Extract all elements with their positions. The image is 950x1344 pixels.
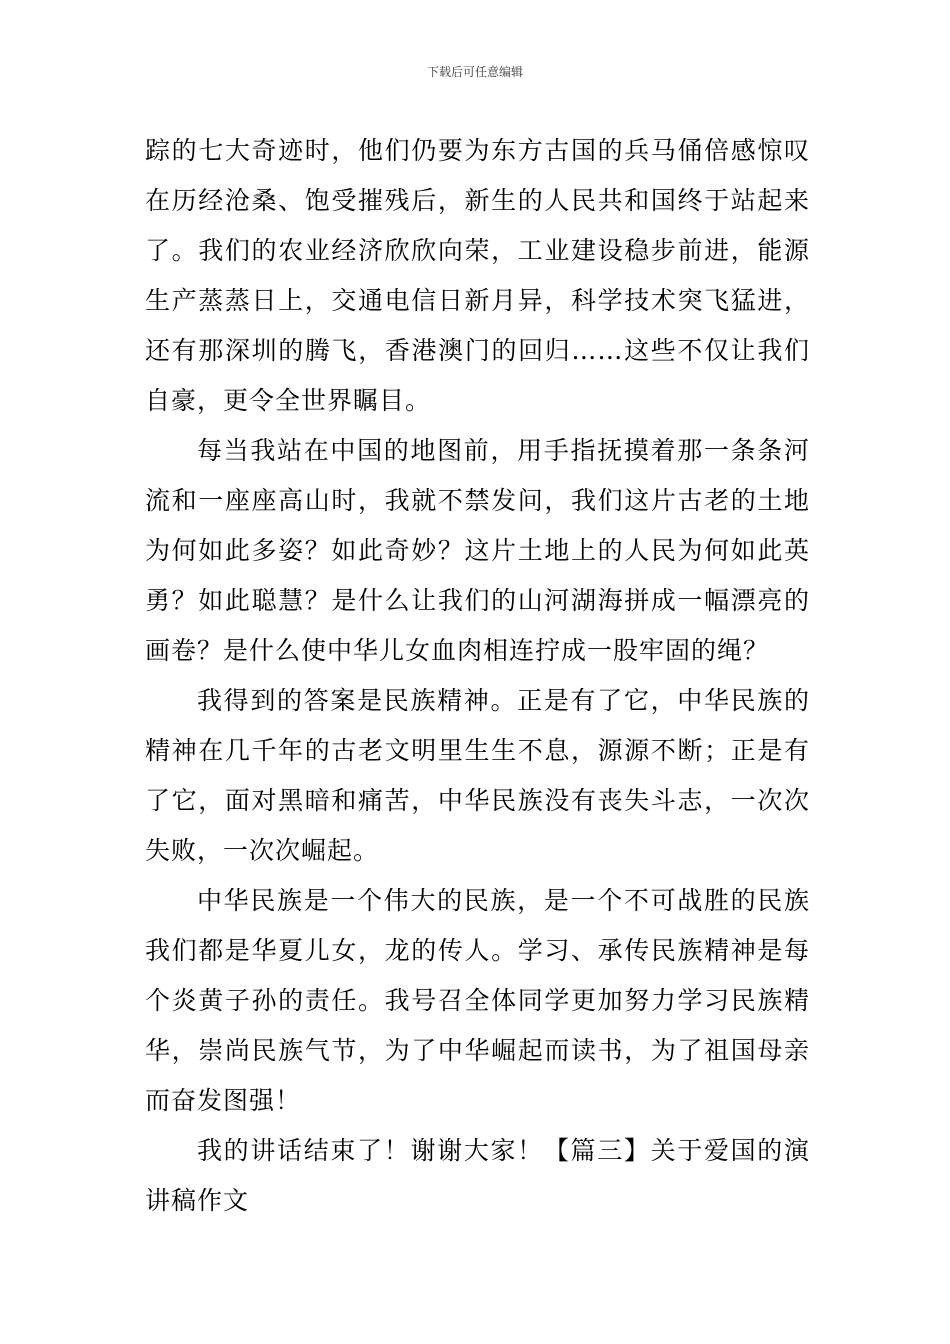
document-body — [145, 126, 810, 1226]
paragraph: 每当我站在中国的地图前，用手指抚摸着那一条条河流和一座座高山时，我就不禁发问，我们这片古老的土地为何如此多姿？如此奇妙？这片土地上的人民为何如此英勇？如此聪慧？是什么让我们的山河湖海拼成一幅漂亮的画卷？是什么使中华儿女血肉相连拧成一股牢固的绳？ — [145, 436, 810, 665]
paragraph: 我得到的答案是民族精神。正是有了它，中华民族的精神在几千年的古老文明里生生不息，源源不断；正是有了它，面对黑暗和痛苦，中华民族没有丧失斗志，一次次失败，一次次崛起。 — [145, 686, 810, 865]
paragraph: 我的讲话结束了！谢谢大家！【篇三】关于爱国的演讲稿作文 — [145, 1136, 810, 1215]
page-header: 下载后可任意编辑 — [426, 65, 523, 79]
paragraph-continuation: 踪的七大奇迹时，他们仍要为东方古国的兵马俑倍感惊叹在历经沧桑、饱受摧残后，新生的人民共和国终于站起来了。我们的农业经济欣欣向荣，工业建设稳步前进，能源生产蒸蒸日上，交通电信日新月异，科学技术突飞猛进，还有那深圳的腾飞，香港澳门的回归……这些不仅让我们自豪，更令全世界瞩目。 — [145, 136, 810, 415]
paragraph: 中华民族是一个伟大的民族，是一个不可战胜的民族我们都是华夏儿女，龙的传人。学习、承传民族精神是每个炎黄子孙的责任。我号召全体同学更加努力学习民族精华，崇尚民族气节，为了中华崛起而读书，为了祖国母亲而奋发图强！ — [145, 886, 810, 1115]
